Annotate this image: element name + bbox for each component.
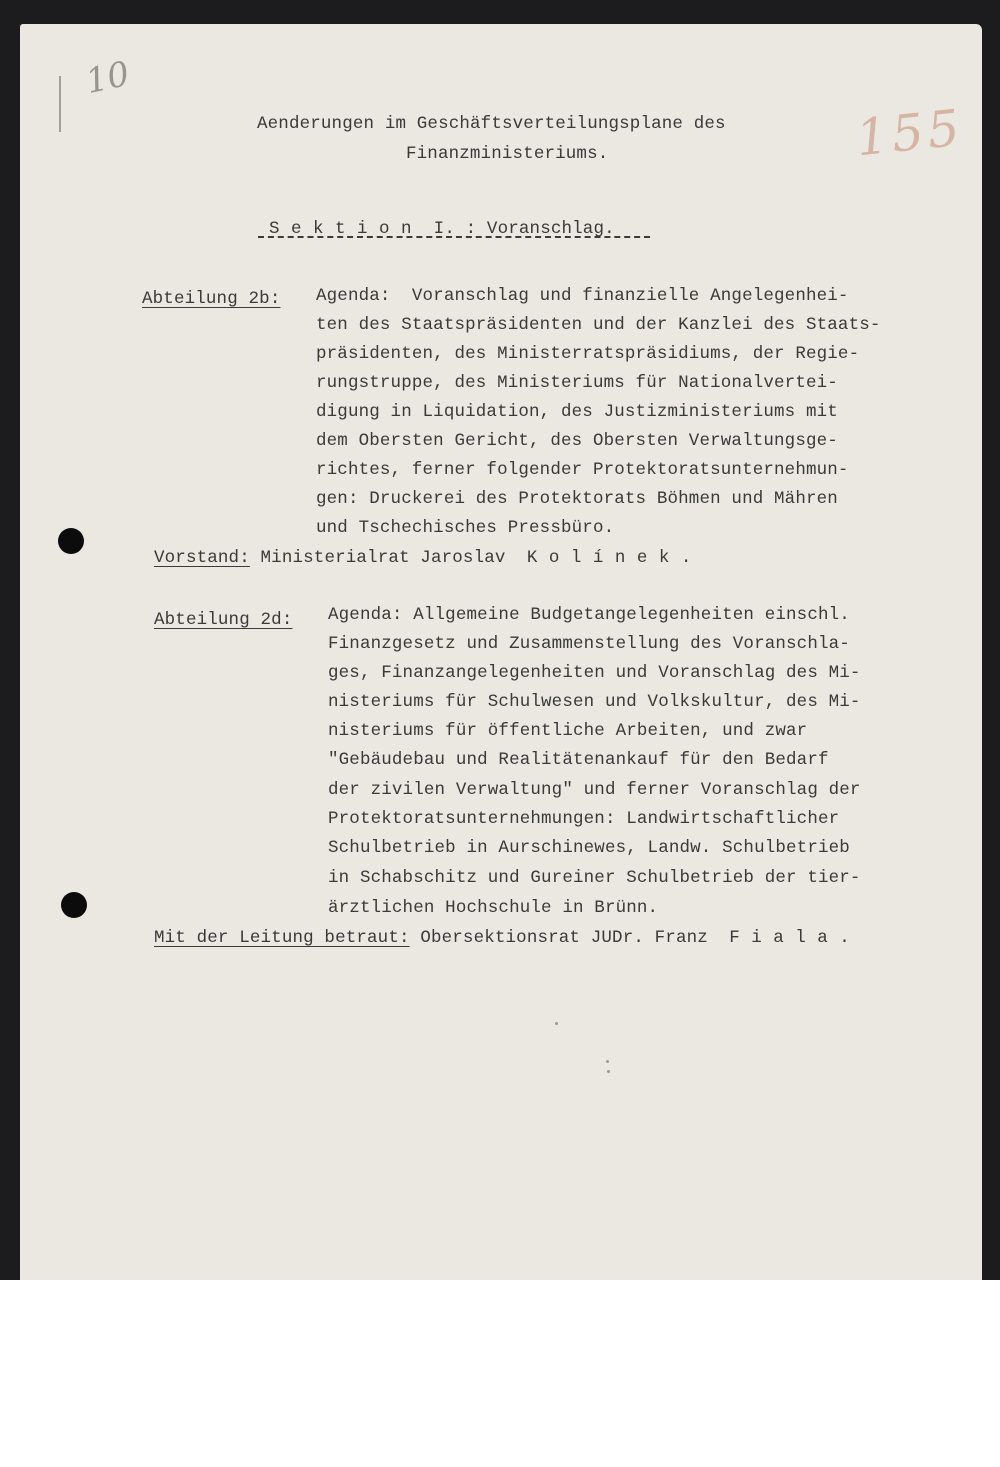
- dept-2b-label: Abteilung 2b:: [142, 289, 281, 309]
- section-rule: [258, 236, 650, 238]
- dept-2d-line: "Gebäudebau und Realitätenankauf für den Bedarf: [328, 750, 829, 770]
- dept-2b-line: dem Obersten Gericht, des Obersten Verwaltungsge-: [316, 431, 838, 451]
- dept-2d-head: [154, 924, 861, 954]
- dept-2d-line: Agenda: Allgemeine Budgetangelegenheiten einschl.: [328, 605, 850, 625]
- dept-2b-head: [154, 544, 703, 574]
- dept-2b-line: rungstruppe, des Ministeriums für Nationalvertei-: [316, 373, 838, 393]
- dept-2b-head-label: Vorstand:: [154, 548, 250, 568]
- dept-2b-line: Agenda: Voranschlag und finanzielle Angelegenhei-: [316, 286, 849, 306]
- dept-2d-line: ärztlichen Hochschule in Brünn.: [328, 898, 659, 918]
- dept-2d-line: ges, Finanzangelegenheiten und Voranschlag des Mi-: [328, 663, 861, 683]
- paper-speck: [555, 1022, 558, 1025]
- dept-2d-line: nisteriums für öffentliche Arbeiten, und zwar: [328, 721, 808, 741]
- dept-2d-label: Abteilung 2d:: [154, 610, 293, 630]
- paper-speck: [606, 1060, 609, 1063]
- dept-2d-line: Finanzgesetz und Zusammenstellung des Voranschla-: [328, 634, 850, 654]
- dept-2d-head-title: Obersektionsrat JUDr. Franz: [420, 928, 708, 948]
- dept-2b-line: präsidenten, des Ministerratspräsidiums, der Regie-: [316, 344, 860, 364]
- section-title: I. : Voranschlag.: [433, 219, 615, 239]
- dept-2b-line: gen: Druckerei des Protektorats Böhmen und Mähren: [316, 489, 838, 509]
- punch-hole-bottom: [61, 892, 87, 918]
- margin-mark: [59, 76, 61, 132]
- pencil-note-left: 10: [82, 53, 133, 103]
- section-heading: [269, 215, 615, 245]
- dept-2d-line: Protektoratsunternehmungen: Landwirtschaftlicher: [328, 809, 840, 829]
- dept-2b-head-name: Kolínek.: [526, 548, 703, 568]
- dept-2d-head-name: Fiala.: [729, 928, 862, 948]
- punch-hole-top: [58, 528, 84, 554]
- dept-2b-line: digung in Liquidation, des Justizministeriums mit: [316, 402, 838, 422]
- dept-2b-line: und Tschechisches Pressbüro.: [316, 518, 615, 538]
- paper-speck: [607, 1070, 610, 1073]
- document-title-line-2: Finanzministeriums.: [406, 144, 609, 164]
- dept-2d-line: in Schabschitz und Gureiner Schulbetrieb der tier-: [328, 868, 861, 888]
- dept-2d-line: der zivilen Verwaltung" und ferner Voranschlag der: [328, 780, 861, 800]
- pencil-folio-number: 155: [853, 98, 967, 168]
- dept-2d-head-label: Mit der Leitung betraut:: [154, 928, 410, 948]
- document-title-line-1: Aenderungen im Geschäftsverteilungsplane des: [257, 114, 726, 134]
- section-prefix: Sektion: [269, 219, 424, 239]
- dept-2d-line: Schulbetrieb in Aurschinewes, Landw. Schulbetrieb: [328, 838, 850, 858]
- dept-2b-head-title: Ministerialrat Jaroslav: [260, 548, 506, 568]
- dept-2b-line: richtes, ferner folgender Protektoratsunternehmun-: [316, 460, 849, 480]
- dept-2b-line: ten des Staatspräsidenten und der Kanzlei des Staats-: [316, 315, 881, 335]
- dept-2d-line: nisteriums für Schulwesen und Volkskultur, des Mi-: [328, 692, 861, 712]
